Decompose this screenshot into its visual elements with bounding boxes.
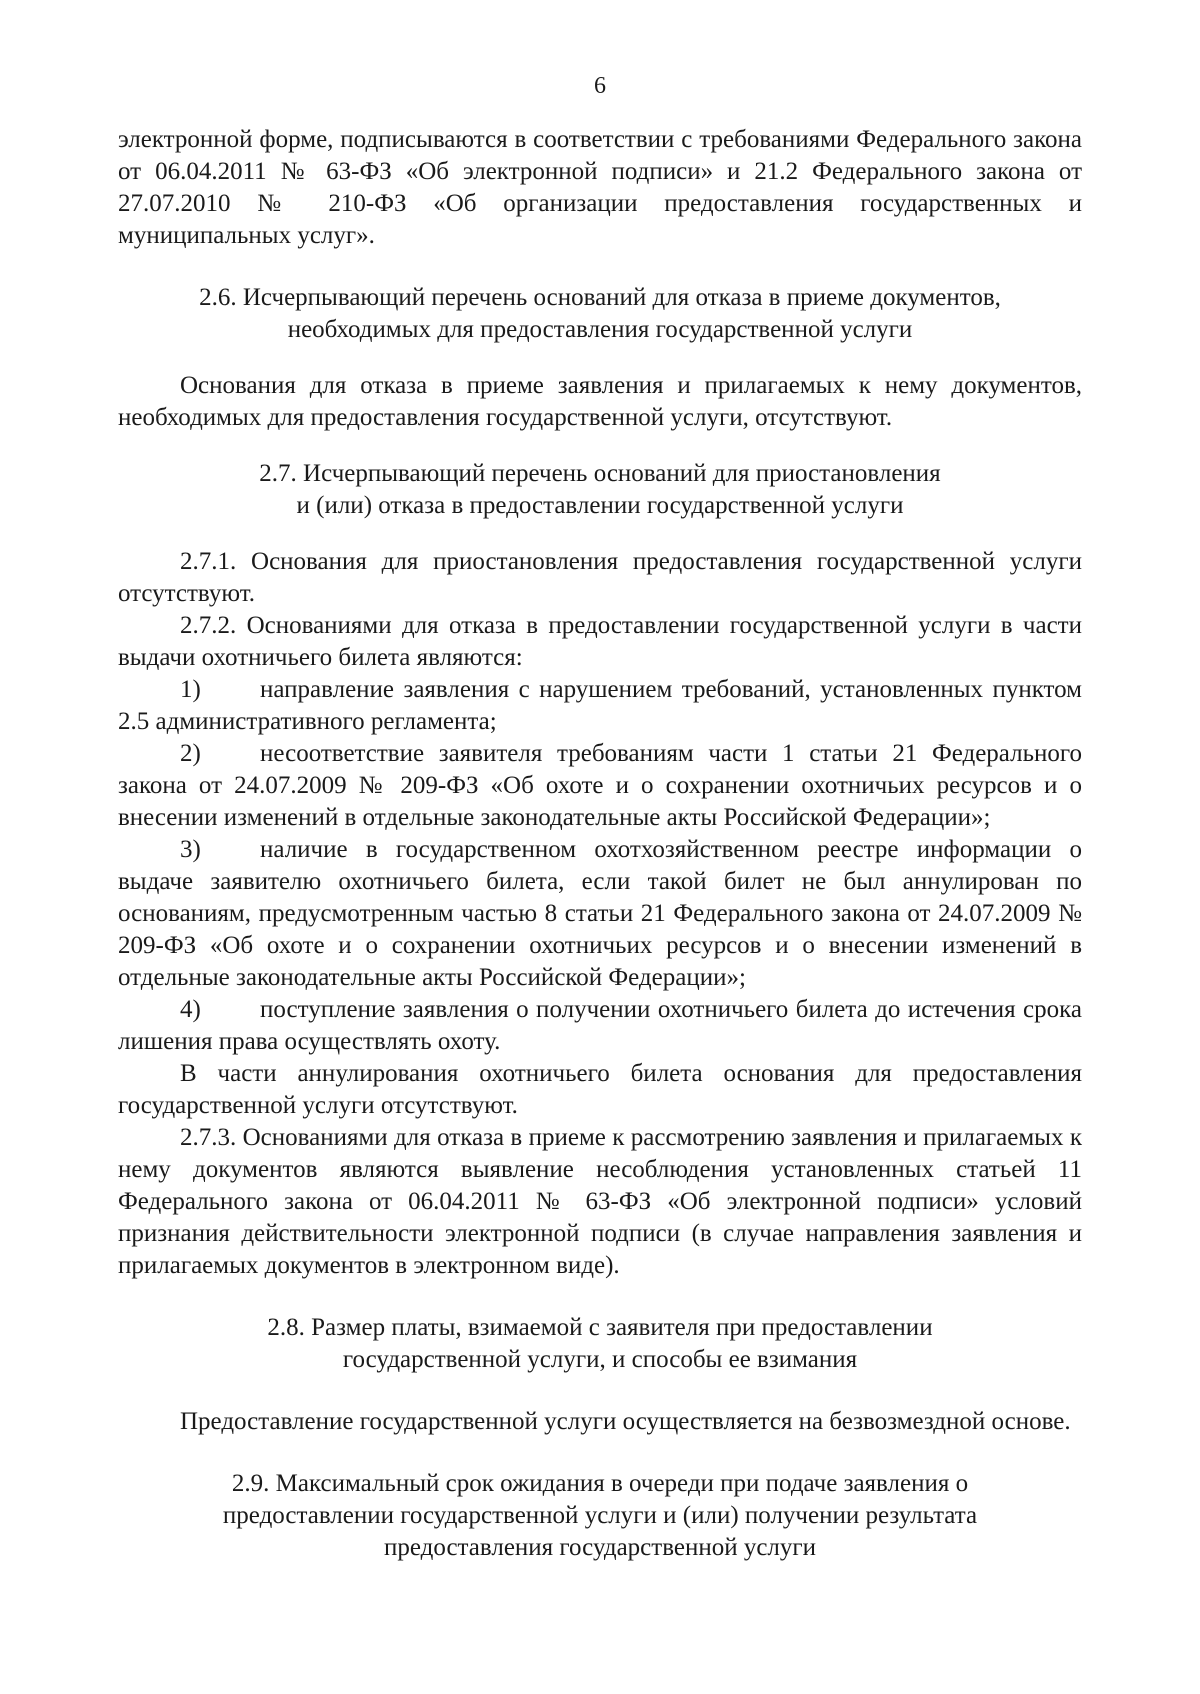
list-item-number: 4) (180, 996, 201, 1023)
heading-line: предоставления государственной услуги (383, 1534, 817, 1561)
heading-line: 2.8. Размер платы, взимаемой с заявителя при предоставлении (267, 1314, 933, 1341)
list-item-number: 1) (180, 676, 201, 703)
list-item-text: наличие в государственном охотхозяйственном реестре информации о выдаче заявителю охотничьего билета, если такой билет не был аннулирован по основаниям, предусмотренным частью 8 статьи 21 Федерального закона от 24.07.2009 № 209-ФЗ «Об охоте и о сохранении охотничьих ресурсов и о внесении изменений в отдельные законодательные акты Российской Федерации»; (118, 836, 1082, 991)
section-2-6-heading (118, 282, 1082, 346)
list-item (118, 994, 1082, 1058)
heading-line: государственной услуги, и способы ее взимания (342, 1346, 858, 1373)
paragraph-annulment: В части аннулирования охотничьего билета основания для предоставления государственной услуги отсутствуют. (118, 1060, 1082, 1119)
heading-line: 2.7. Исчерпывающий перечень оснований для приостановления (259, 460, 941, 487)
paragraph-2-7-2: 2.7.2. Основаниями для отказа в предоставлении государственной услуги в части выдачи охотничьего билета являются: (118, 612, 1082, 671)
heading-line: 2.9. Максимальный срок ожидания в очереди при подаче заявления о (231, 1470, 969, 1497)
heading-line: необходимых для предоставления государственной услуги (287, 316, 913, 343)
section-2-8-text: Предоставление государственной услуги осуществляется на безвозмездной основе. (180, 1408, 1071, 1435)
section-2-6-text: Основания для отказа в приеме заявления и прилагаемых к нему документов, необходимых для предоставления государственной услуги, отсутствуют. (118, 372, 1082, 431)
section-2-7-heading (118, 458, 1082, 522)
intro-paragraph: электронной форме, подписываются в соответствии с требованиями Федерального закона от 06.04.2011 № 63-ФЗ «Об электронной подписи» и 21.2 Федерального закона от 27.07.2010 № 210-ФЗ «Об организации предоставления государственных и муниципальных услуг». (118, 126, 1082, 249)
heading-line: предоставлении государственной услуги и (или) получении результата (222, 1502, 978, 1529)
list-item-text: поступление заявления о получении охотничьего билета до истечения срока лишения права осуществлять охоту. (118, 996, 1082, 1055)
heading-line: и (или) отказа в предоставлении государственной услуги (296, 492, 904, 519)
paragraph-2-7-3: 2.7.3. Основаниями для отказа в приеме к рассмотрению заявления и прилагаемых к нему документов являются выявление несоблюдения установленных статьей 11 Федерального закона от 06.04.2011 № 63-ФЗ «Об электронной подписи» условий признания действительности электронной подписи (в случае направления заявления и прилагаемых документов в электронном виде). (118, 1124, 1082, 1279)
page-number: 6 (594, 73, 606, 99)
section-2-9-heading (118, 1468, 1082, 1564)
list-item (118, 834, 1082, 994)
paragraph-2-7-1: 2.7.1. Основания для приостановления предоставления государственной услуги отсутствуют. (118, 548, 1082, 607)
list-item-text: направление заявления с нарушением требований, установленных пунктом 2.5 административного регламента; (118, 676, 1082, 735)
list-item-number: 3) (180, 836, 201, 863)
list-item-number: 2) (180, 740, 201, 767)
section-2-8-heading (118, 1312, 1082, 1376)
list-item (118, 674, 1082, 738)
list-item-text: несоответствие заявителя требованиям части 1 статьи 21 Федерального закона от 24.07.2009 № 209-ФЗ «Об охоте и о сохранении охотничьих ресурсов и о внесении изменений в отдельные законодательные акты Российской Федерации»; (118, 740, 1082, 831)
list-item (118, 738, 1082, 834)
heading-line: 2.6. Исчерпывающий перечень оснований для отказа в приеме документов, (199, 284, 1001, 311)
